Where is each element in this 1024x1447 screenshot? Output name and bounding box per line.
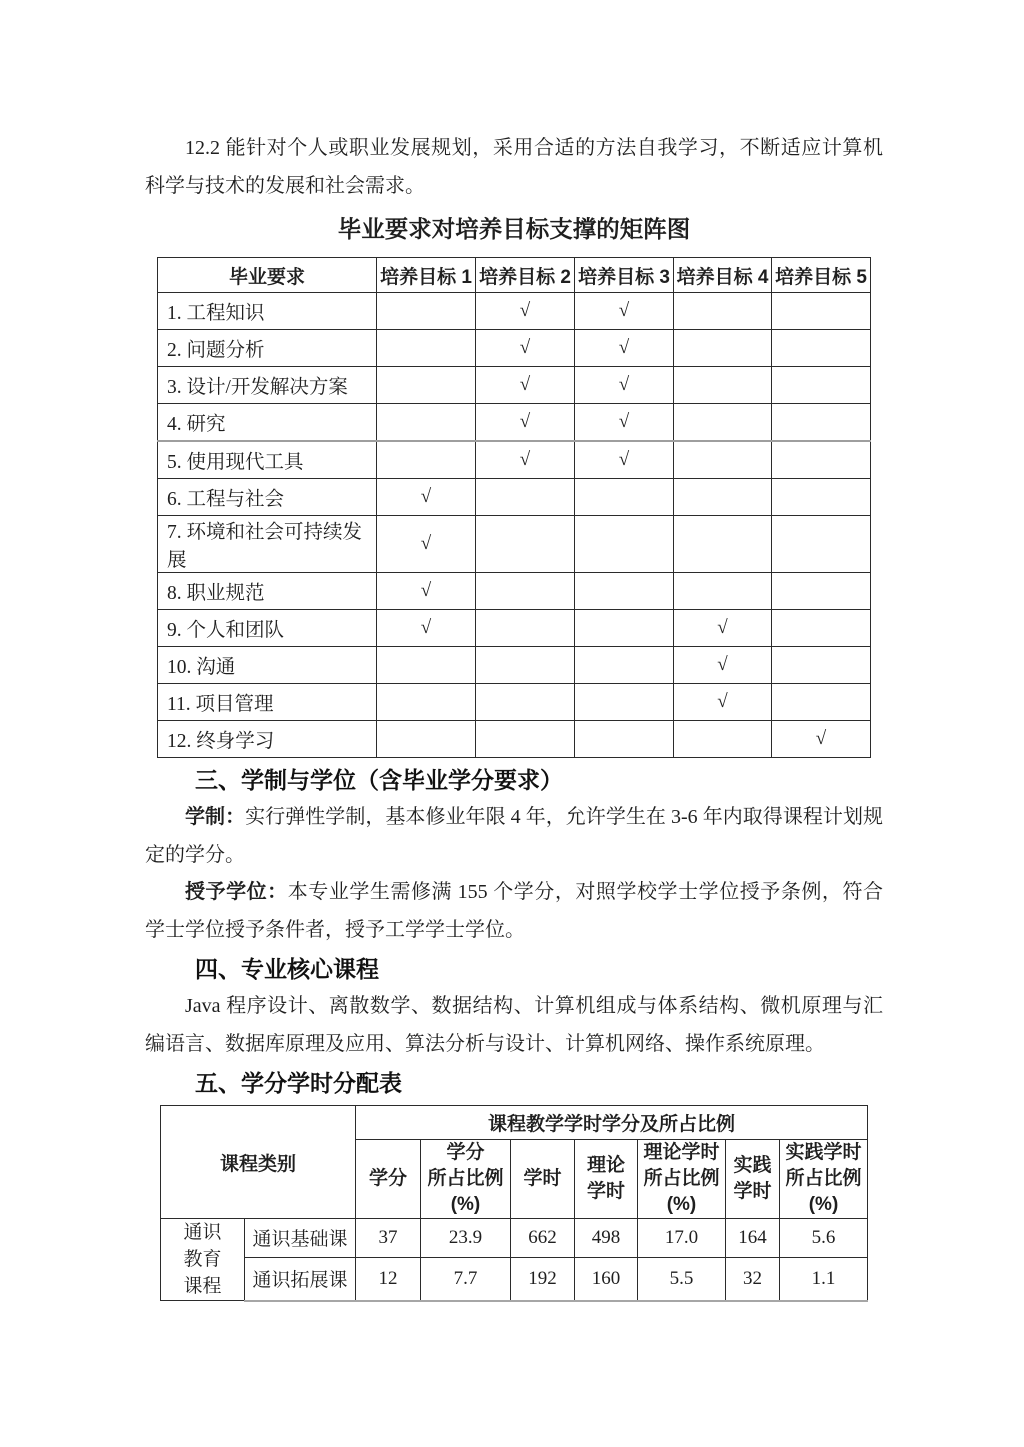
dist-row-group-general-education	[160, 1219, 244, 1301]
dist-cell: 32	[725, 1257, 779, 1300]
matrix-row-label: 12. 终身学习	[158, 721, 377, 758]
dist-group-header: 课程教学学时学分及所占比例	[355, 1106, 867, 1140]
matrix-table-title: 毕业要求对培养目标支撑的矩阵图	[337, 216, 691, 242]
dist-header-practice-hours	[725, 1140, 779, 1219]
matrix-cell	[377, 293, 476, 330]
matrix-row-label: 5. 使用现代工具	[158, 441, 377, 479]
section-3-heading: 三、学制与学位（含毕业学分要求）	[195, 767, 563, 793]
matrix-cell: √	[476, 441, 575, 479]
matrix-cell	[674, 573, 772, 610]
dist-header-theory-hours	[574, 1140, 637, 1219]
dist-header-practice-ratio	[779, 1140, 867, 1219]
header-line: 学分	[446, 1142, 485, 1163]
matrix-cell: √	[575, 367, 674, 404]
dist-header-hours	[510, 1140, 574, 1219]
matrix-row-label: 1. 工程知识	[158, 293, 377, 330]
matrix-cell	[772, 293, 871, 330]
dist-cell: 498	[574, 1219, 637, 1258]
matrix-header-objective-3: 培养目标 3	[575, 258, 674, 293]
matrix-cell: √	[377, 610, 476, 647]
dist-cell: 12	[355, 1257, 420, 1300]
dist-cell: 192	[510, 1257, 574, 1300]
header-line: (%)	[666, 1194, 697, 1215]
matrix-header-objective-5: 培养目标 5	[772, 258, 871, 293]
dist-cell: 160	[574, 1257, 637, 1300]
header-line: 学分	[368, 1168, 407, 1189]
section-5-heading: 五、学分学时分配表	[195, 1070, 402, 1096]
matrix-header-objective-1: 培养目标 1	[377, 258, 476, 293]
group-line: 通识	[183, 1222, 222, 1243]
matrix-row-4	[158, 404, 871, 442]
matrix-cell: √	[674, 610, 772, 647]
dist-cell: 7.7	[420, 1257, 510, 1300]
matrix-cell	[575, 479, 674, 516]
header-line: 学时	[586, 1181, 625, 1202]
matrix-cell: √	[772, 721, 871, 758]
matrix-cell	[674, 330, 772, 367]
matrix-row-12	[158, 721, 871, 758]
dist-header-credits	[355, 1140, 420, 1219]
dist-row-label: 通识基础课	[244, 1219, 355, 1258]
matrix-cell: √	[377, 479, 476, 516]
dist-cell: 5.5	[637, 1257, 725, 1300]
matrix-cell: √	[674, 647, 772, 684]
dist-header-credit-ratio	[420, 1140, 510, 1219]
study-duration-text: 实行弹性学制，基本修业年限 4 年，允许学生在 3-6 年内取得课程计划规定的学分。	[145, 806, 883, 866]
header-line: 所占比例	[643, 1168, 720, 1189]
dist-cell: 662	[510, 1219, 574, 1258]
matrix-cell	[575, 573, 674, 610]
matrix-cell	[476, 516, 575, 573]
matrix-row-6	[158, 479, 871, 516]
dist-cell: 164	[725, 1219, 779, 1258]
matrix-cell	[476, 573, 575, 610]
matrix-cell	[674, 479, 772, 516]
matrix-cell	[377, 647, 476, 684]
matrix-cell	[674, 721, 772, 758]
matrix-cell	[674, 367, 772, 404]
dist-header-row-1	[160, 1106, 867, 1140]
header-line: 实践	[733, 1155, 772, 1176]
matrix-cell	[377, 404, 476, 442]
header-line: 理论学时	[643, 1142, 720, 1163]
matrix-cell: √	[476, 367, 575, 404]
matrix-cell: √	[476, 330, 575, 367]
matrix-cell: √	[674, 684, 772, 721]
matrix-cell	[772, 441, 871, 479]
matrix-cell	[674, 293, 772, 330]
paragraph-lifelong-learning: 12.2 能针对个人或职业发展规划，采用合适的方法自我学习，不断适应计算机科学与技术的发展和社会需求。	[145, 137, 883, 197]
matrix-header-objective-4: 培养目标 4	[674, 258, 772, 293]
paragraph-degree-award	[145, 874, 883, 949]
matrix-cell: √	[575, 293, 674, 330]
matrix-row-10	[158, 647, 871, 684]
degree-award-text: 本专业学生需修满 155 个学分，对照学校学士学位授予条例，符合学士学位授予条件者，授予工学学士学位。	[145, 881, 884, 941]
matrix-cell	[476, 721, 575, 758]
matrix-cell	[377, 684, 476, 721]
dist-cell: 23.9	[420, 1219, 510, 1258]
matrix-row-label: 6. 工程与社会	[158, 479, 377, 516]
matrix-row-3	[158, 367, 871, 404]
matrix-row-label: 4. 研究	[158, 404, 377, 442]
header-line: (%)	[808, 1194, 839, 1215]
dist-cell: 5.6	[779, 1219, 867, 1258]
header-line: 学时	[523, 1168, 562, 1189]
dist-row-label: 通识拓展课	[244, 1257, 355, 1300]
matrix-cell	[377, 330, 476, 367]
matrix-header-requirements: 毕业要求	[158, 258, 377, 293]
matrix-row-label: 7. 环境和社会可持续发展	[158, 516, 377, 573]
matrix-row-2	[158, 330, 871, 367]
matrix-cell	[772, 647, 871, 684]
matrix-cell	[476, 684, 575, 721]
matrix-cell	[772, 404, 871, 442]
matrix-cell	[476, 479, 575, 516]
matrix-cell: √	[377, 516, 476, 573]
matrix-row-1	[158, 293, 871, 330]
dist-cell: 37	[355, 1219, 420, 1258]
matrix-cell	[377, 367, 476, 404]
matrix-cell	[772, 610, 871, 647]
matrix-cell	[772, 684, 871, 721]
header-line: 理论	[586, 1155, 625, 1176]
header-line: 学时	[733, 1181, 772, 1202]
matrix-cell	[772, 479, 871, 516]
dist-cell: 17.0	[637, 1219, 725, 1258]
matrix-cell	[377, 441, 476, 479]
matrix-cell: √	[377, 573, 476, 610]
matrix-row-9	[158, 610, 871, 647]
dist-category-header: 课程类别	[160, 1106, 355, 1219]
matrix-row-label: 2. 问题分析	[158, 330, 377, 367]
header-line: (%)	[450, 1194, 481, 1215]
header-line: 实践学时	[785, 1142, 862, 1163]
group-line: 教育	[183, 1249, 222, 1270]
dist-row-general-extended	[160, 1257, 867, 1300]
matrix-row-label: 9. 个人和团队	[158, 610, 377, 647]
matrix-cell	[772, 516, 871, 573]
group-line: 课程	[183, 1276, 222, 1297]
matrix-header-row	[158, 258, 871, 293]
dist-header-theory-ratio	[637, 1140, 725, 1219]
section-4-heading: 四、专业核心课程	[195, 956, 379, 982]
matrix-header-objective-2: 培养目标 2	[476, 258, 575, 293]
matrix-cell	[575, 684, 674, 721]
matrix-cell	[476, 647, 575, 684]
matrix-cell	[772, 367, 871, 404]
dist-row-general-basic	[160, 1219, 867, 1258]
matrix-cell	[674, 516, 772, 573]
matrix-cell	[575, 516, 674, 573]
matrix-cell: √	[476, 293, 575, 330]
matrix-cell: √	[575, 404, 674, 442]
study-duration-label: 学制：	[185, 806, 246, 828]
matrix-row-label: 3. 设计/开发解决方案	[158, 367, 377, 404]
matrix-cell: √	[476, 404, 575, 442]
dist-cell: 1.1	[779, 1257, 867, 1300]
graduation-requirements-matrix-table	[157, 257, 871, 758]
matrix-row-8	[158, 573, 871, 610]
matrix-cell	[674, 404, 772, 442]
matrix-row-label: 10. 沟通	[158, 647, 377, 684]
matrix-cell: √	[575, 441, 674, 479]
header-line: 所占比例	[785, 1168, 862, 1189]
matrix-row-5	[158, 441, 871, 479]
matrix-cell: √	[575, 330, 674, 367]
matrix-cell	[772, 330, 871, 367]
matrix-cell	[575, 610, 674, 647]
degree-award-label: 授予学位：	[185, 881, 288, 903]
paragraph-study-duration	[145, 799, 883, 874]
matrix-row-label: 8. 职业规范	[158, 573, 377, 610]
matrix-cell	[575, 647, 674, 684]
matrix-cell	[377, 721, 476, 758]
matrix-row-label: 11. 项目管理	[158, 684, 377, 721]
matrix-cell	[674, 441, 772, 479]
header-line: 所占比例	[427, 1168, 504, 1189]
matrix-row-7	[158, 516, 871, 573]
matrix-cell	[575, 721, 674, 758]
matrix-cell	[476, 610, 575, 647]
matrix-row-11	[158, 684, 871, 721]
paragraph-core-courses: Java 程序设计、离散数学、数据结构、计算机组成与体系结构、微机原理与汇编语言、数据库原理及应用、算法分析与设计、计算机网络、操作系统原理。	[145, 995, 883, 1055]
credit-hour-distribution-table	[160, 1105, 868, 1302]
matrix-cell	[772, 573, 871, 610]
